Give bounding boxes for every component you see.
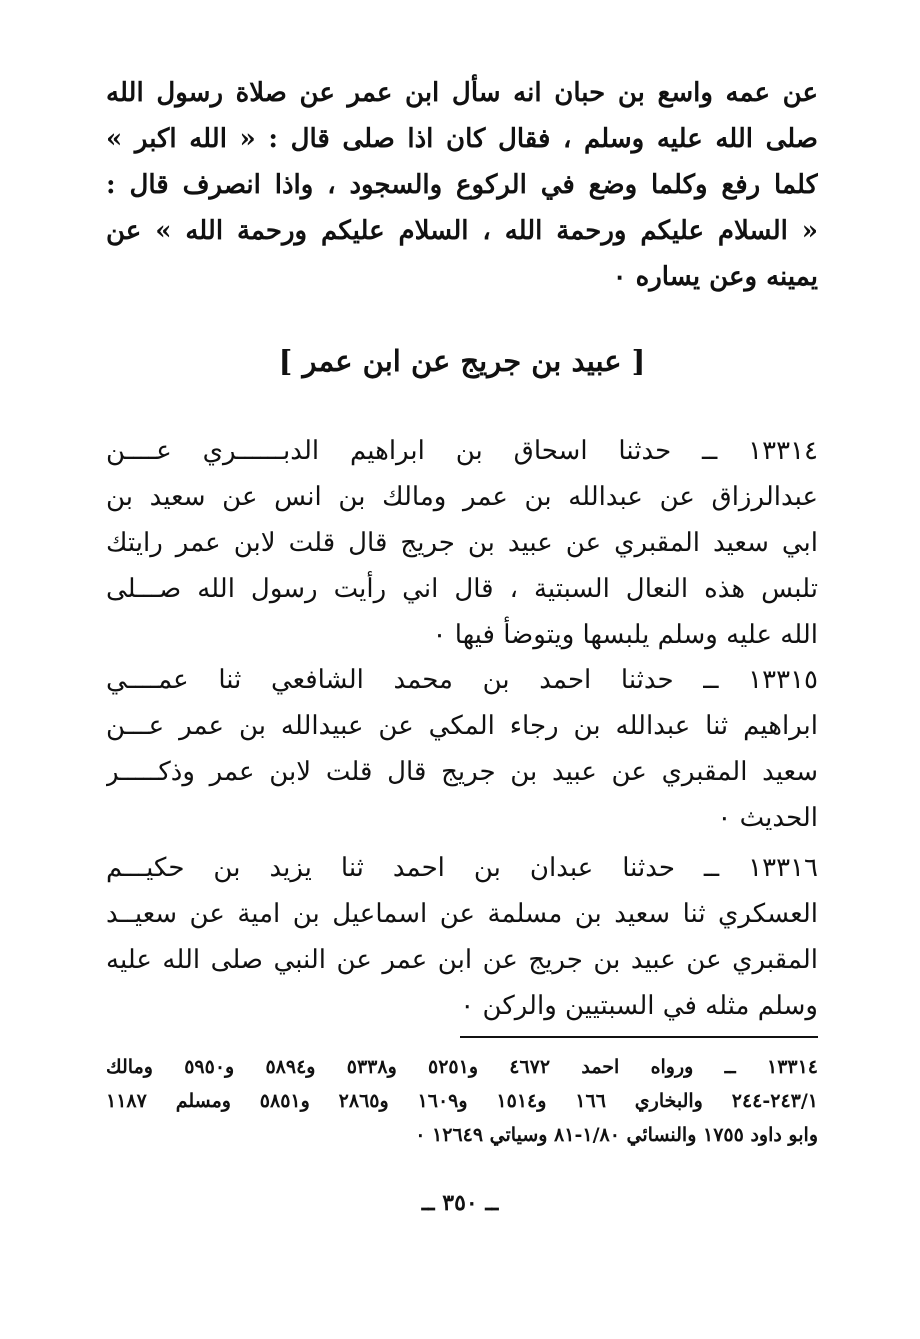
- intro-line: « السلام عليكم ورحمة الله ، السلام عليكم ورحمة الله » عن: [106, 216, 818, 246]
- hadith-line: وسلم مثله في السبتيين والركن ٠: [460, 991, 818, 1021]
- hadith-line: ١٣٣١٥ ــ حدثنا احمد بن محمد الشافعي ثنا عمــــي: [106, 665, 818, 695]
- hadith-13316: [106, 845, 818, 1029]
- footnote-line: ١٣٣١٤ ــ ورواه احمد ٤٦٧٢ و٥٢٥١ و٥٣٣٨ و٥٨٩٤ و٥٩٥٠ ومالك: [106, 1056, 818, 1078]
- intro-line: صلى الله عليه وسلم ، فقال كان اذا صلى قال : « الله اكبر »: [106, 124, 818, 154]
- footnote-line: وابو داود ١٧٥٥ والنسائي ١/٨٠-٨١ وسياتي ١٢٦٤٩ ٠: [415, 1124, 818, 1146]
- intro-paragraph: [106, 70, 818, 300]
- hadith-line: تلبس هذه النعال السبتية ، قال اني رأيت رسول الله صـــلى: [106, 574, 818, 604]
- hadith-line: الحديث ٠: [717, 803, 818, 833]
- hadith-line: سعيد المقبري عن عبيد بن جريج قال قلت لابن عمر وذكـــــر: [106, 757, 818, 787]
- hadith-13315: [106, 657, 818, 841]
- hadith-line: ١٣٣١٦ ــ حدثنا عبدان بن احمد ثنا يزيد بن حكيـــم: [106, 853, 818, 883]
- hadith-line: الله عليه وسلم يلبسها ويتوضأ فيها ٠: [432, 620, 818, 650]
- page-number: ــ ٣٥٠ ــ: [421, 1190, 499, 1216]
- hadith-line: ابراهيم ثنا عبدالله بن رجاء المكي عن عبيدالله بن عمر عـــن: [106, 711, 818, 741]
- hadith-line: العسكري ثنا سعيد بن مسلمة عن اسماعيل بن امية عن سعيــد: [106, 899, 818, 929]
- intro-line: كلما رفع وكلما وضع في الركوع والسجود ، واذا انصرف قال :: [106, 170, 818, 200]
- hadith-line: عبدالرزاق عن عبدالله بن عمر ومالك بن انس عن سعيد بن: [106, 482, 818, 512]
- footnotes: [106, 1050, 818, 1152]
- intro-line: عن عمه واسع بن حبان انه سأل ابن عمر عن صلاة رسول الله: [106, 78, 818, 108]
- section-heading: [ عبيد بن جريج عن ابن عمر ]: [278, 344, 646, 378]
- hadith-line: المقبري عن عبيد بن جريج عن ابن عمر عن النبي صلى الله عليه: [106, 945, 818, 975]
- intro-line: يمينه وعن يساره ٠: [612, 262, 818, 292]
- footnote-line: ٢٤٣/١-٢٤٤ والبخاري ١٦٦ و١٥١٤ و١٦٠٩ و٢٨٦٥ و٥٨٥١ ومسلم ١١٨٧: [106, 1090, 818, 1112]
- hadith-line: ابي سعيد المقبري عن عبيد بن جريج قال قلت لابن عمر رايتك: [106, 528, 818, 558]
- hadith-line: ١٣٣١٤ ــ حدثنا اسحاق بن ابراهيم الدبــــــري عــــن: [106, 436, 818, 466]
- hadith-13314: [106, 428, 818, 658]
- footnote-divider: [460, 1036, 818, 1038]
